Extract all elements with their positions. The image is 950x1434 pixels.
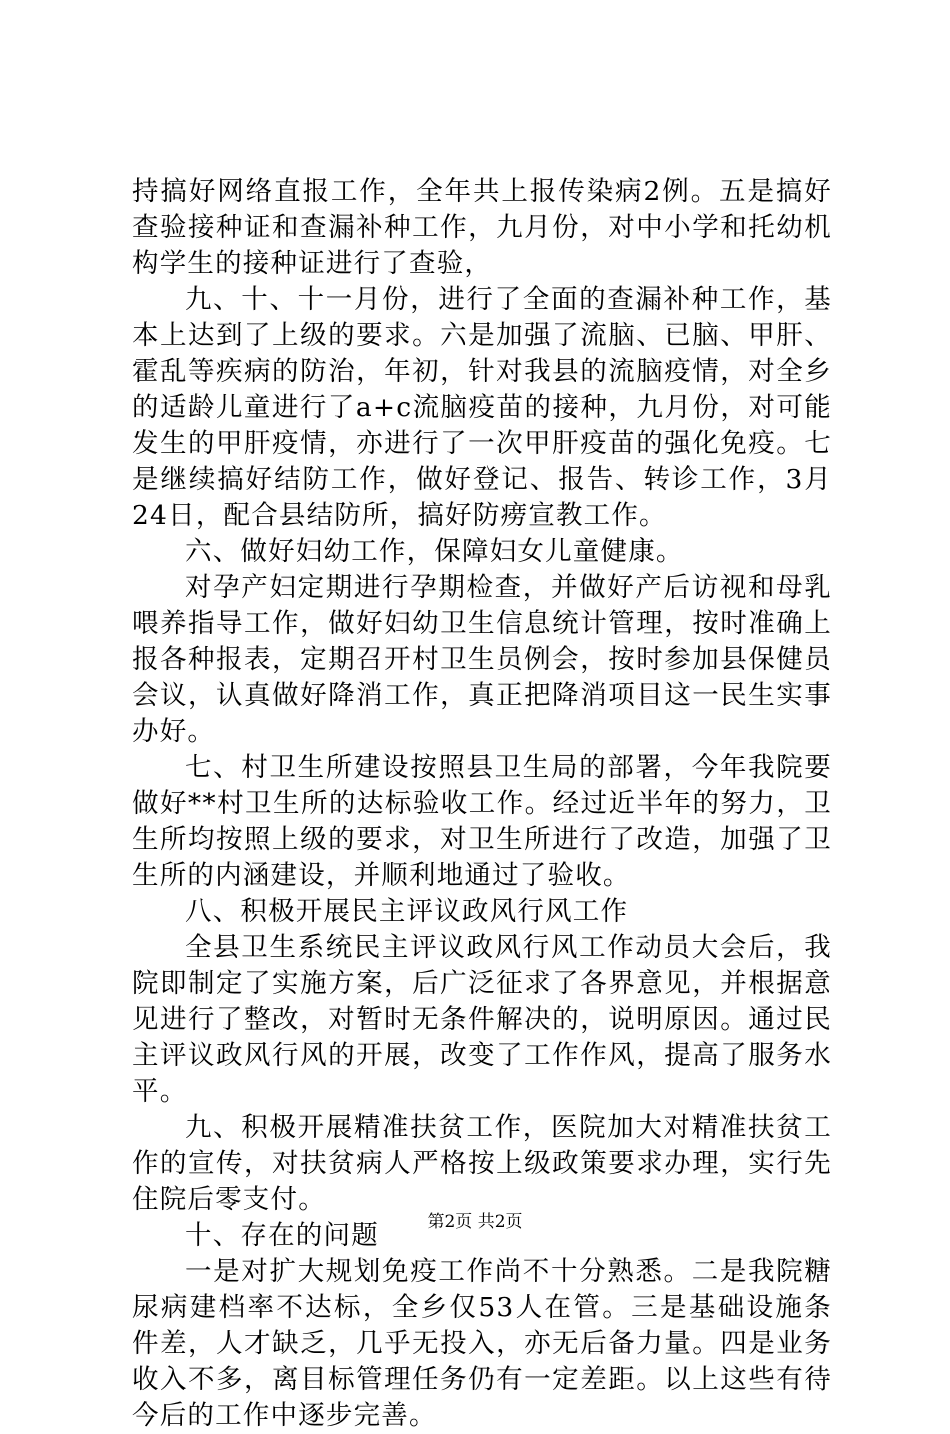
heading-six-maternal-child: 六、做好妇幼工作，保障妇女儿童健康。	[185, 536, 684, 567]
page-number: 第2页 共2页	[427, 1212, 523, 1232]
paragraph-evaluation: 全县卫生系统民主评议政风行风工作动员大会后，我院即制定了实施方案，后广泛征求了各界意见，并根据意见进行了整改，对暂时无条件解决的，说明原因。通过民主评议政风行风的开展，改变了工作作风，提高了服务水平。	[132, 932, 832, 1107]
paragraph-village-clinic: 七、村卫生所建设按照县卫生局的部署，今年我院要做好**村卫生所的达标验收工作。经过近半年的努力，卫生所均按照上级的要求，对卫生所进行了改造，加强了卫生所的内涵建设，并顺利地通过了验收。	[132, 752, 832, 891]
body-text	[132, 174, 832, 1434]
paragraph-maternal-child: 对孕产妇定期进行孕期检查，并做好产后访视和母乳喂养指导工作，做好妇幼卫生信息统计管理，按时准确上报各种报表，定期召开村卫生员例会，按时参加县保健员会议，认真做好降消工作，真正把降消项目这一民生实事办好。	[132, 572, 832, 747]
paragraph-poverty-relief: 九、积极开展精准扶贫工作，医院加大对精准扶贫工作的宣传，对扶贫病人严格按上级政策要求办理，实行先住院后零支付。	[132, 1112, 832, 1215]
page-footer	[0, 1210, 950, 1234]
heading-eight-evaluation: 八、积极开展民主评议政风行风工作	[185, 896, 629, 927]
heading-ten-problems: 十、存在的问题	[185, 1220, 379, 1251]
paragraph-1: 持搞好网络直报工作，全年共上报传染病2例。五是搞好查验接种证和查漏补种工作，九月份，对中小学和托幼机构学生的接种证进行了查验，	[132, 176, 832, 279]
paragraph-2: 九、十、十一月份，进行了全面的查漏补种工作，基本上达到了上级的要求。六是加强了流脑、已脑、甲肝、霍乱等疾病的防治，年初，针对我县的流脑疫情，对全乡的适龄儿童进行了a+c流脑疫苗的接种，九月份，对可能发生的甲肝疫情，亦进行了一次甲肝疫苗的强化免疫。七是继续搞好结防工作，做好登记、报告、转诊工作，3月24日，配合县结防所，搞好防痨宣教工作。	[132, 284, 832, 531]
paragraph-problems: 一是对扩大规划免疫工作尚不十分熟悉。二是我院糖尿病建档率不达标，全乡仅53人在管。三是基础设施条件差，人才缺乏，几乎无投入，亦无后备力量。四是业务收入不多，离目标管理任务仍有一定差距。以上这些有待今后的工作中逐步完善。	[132, 1256, 832, 1431]
